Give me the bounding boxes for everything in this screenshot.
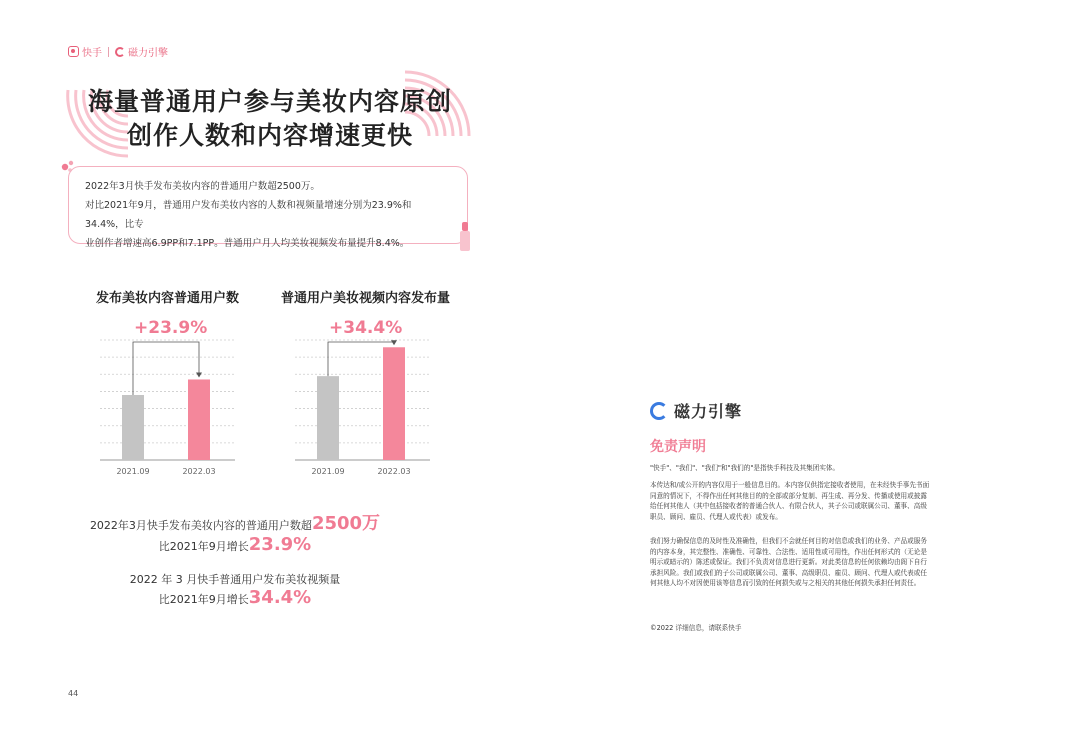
disclaimer-copyright: ©2022 详细信息，请联系快手 (650, 624, 742, 632)
brand-divider (108, 47, 109, 57)
header-brand (68, 44, 168, 59)
x-tick-label: 2021.09 (311, 467, 345, 476)
summary-box (68, 166, 468, 249)
stat-users-growth-value: 23.9% (248, 534, 312, 555)
kuaishou-brand-text: 快手 (82, 48, 102, 59)
x-tick-label: 2021.09 (116, 467, 150, 476)
bar-2022.03 (188, 379, 210, 460)
page-number: 44 (68, 689, 79, 698)
kuaishou-logo-icon (68, 46, 79, 57)
growth-arrow-icon (196, 372, 202, 377)
chart1-plot (100, 330, 240, 480)
stat-users-text: 2022年3月快手发布美妆内容的普通用户数超 (89, 519, 312, 532)
growth-arrow-icon (391, 340, 397, 345)
stat-users-value: 2500万 (311, 513, 381, 534)
chart1-growth-label: +23.9% (134, 318, 208, 338)
cili-engine-logo-icon (650, 402, 668, 420)
chart2-growth-label: +34.4% (329, 318, 403, 338)
stat-users-growth-text: 比2021年9月增长 (158, 540, 249, 553)
cili-brand-text: 磁力引擎 (128, 48, 168, 59)
summary-line-1: 2022年3月快手发布美妆内容的普通用户数超2500万。 (85, 181, 320, 192)
chart1-title: 发布美妆内容普通用户数 (96, 291, 240, 306)
bar-2021.09 (317, 376, 339, 460)
disclaimer-logo-name: 磁力引擎 (674, 402, 743, 421)
x-tick-label: 2022.03 (182, 467, 216, 476)
hero-title-line2: 创作人数和内容增速更快 (126, 121, 413, 150)
disclaimer-paragraph-2: 本传达和/或公开的内容仅用于一般信息目的。本内容仅供指定接收者使用，在未经快手事先书面同意的情况下，不得作出任何其他目的的全部或部分复制、再生成、再分发、传播或使用或披露给任何其他人（其中包括接收者的普通合伙人、有限合伙人，其子公司或联属公司、董事、高级职员、顾问、雇员、代理人或代表）或发布。 (650, 481, 930, 521)
hero-title-block (0, 60, 540, 160)
bar-2021.09 (122, 395, 144, 460)
chart2-title: 普通用户美妆视频内容发布量 (281, 291, 451, 306)
x-tick-label: 2022.03 (377, 467, 411, 476)
stat-users (0, 514, 470, 536)
stat-videos (0, 570, 470, 590)
disclaimer-paragraph-3: 我们努力确保信息的及时性及准确性，但我们不会就任何目的对信息或我们的业务、产品或服务的内容本身，其完整性、准确性、可靠性、合法性、适用性或可用性，作出任何形式的（无论是明示或暗示的）陈述或保证。我们不负责对信息进行更新。对此类信息的任何依赖均由阁下自行承担风险。我们或我们的子公司或联属公司、董事、高级职员、雇员、顾问、代理人或代表或任何其他人均不对因使用该等信息而引致的任何损失或与之相关的其他任何损失承担任何责任。 (650, 537, 927, 587)
summary-line-2: 对比2021年9月，普通用户发布美妆内容的人数和视频量增速分别为23.9%和34.4%，比专 (85, 200, 412, 230)
lipstick-bottle-icon (459, 222, 471, 252)
hero-title-line1: 海量普通用户参与美妆内容原创 (87, 87, 452, 116)
disclaimer-logo (650, 399, 742, 422)
summary-line-3: 业创作者增速高6.9PP和7.1PP。普通用户月人均美妆视频发布量提升8.4%。 (85, 238, 410, 249)
cili-logo-icon (115, 47, 125, 57)
disclaimer-heading: 免责声明 (650, 439, 706, 455)
stat-videos-text: 2022 年 3 月快手普通用户发布美妆视频量 (129, 573, 341, 586)
bar-2022.03 (383, 347, 405, 460)
stat-users-growth (0, 535, 470, 557)
disclaimer-paragraph-1: "快手"、"我们"、"我们"和"我们的"是指快手科技及其集团实体。 (650, 464, 840, 472)
stat-videos-growth-text: 比2021年9月增长 (158, 593, 249, 606)
chart2-plot (295, 330, 435, 480)
stat-videos-growth-value: 34.4% (248, 587, 312, 608)
stat-videos-growth (0, 588, 470, 610)
